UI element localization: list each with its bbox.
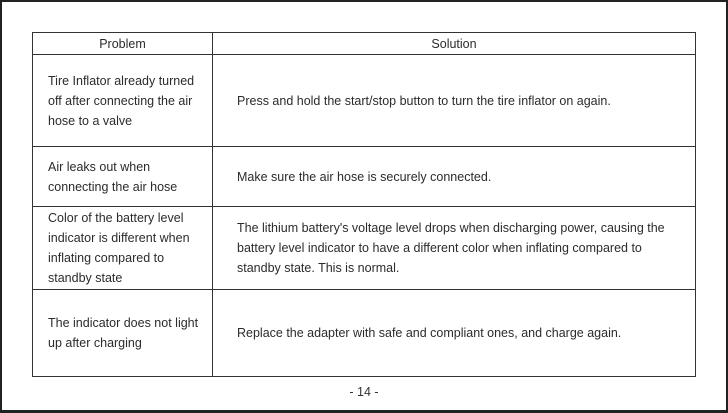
troubleshooting-table: [32, 32, 696, 377]
table-row: [33, 147, 696, 207]
problem-cell: The indicator does not light up after charging: [33, 290, 213, 377]
solution-cell: Replace the adapter with safe and compliant ones, and charge again.: [213, 290, 696, 377]
solution-cell: Press and hold the start/stop button to turn the tire inflator on again.: [213, 55, 696, 147]
table-row: [33, 55, 696, 147]
solution-cell: Make sure the air hose is securely connected.: [213, 147, 696, 207]
table-header-row: [33, 33, 696, 55]
table-row: [33, 207, 696, 290]
problem-cell: Air leaks out when connecting the air hose: [33, 147, 213, 207]
solution-cell: The lithium battery's voltage level drops when discharging power, causing the battery level indicator to have a different color when inflating compared to standby state. This is normal.: [213, 207, 696, 290]
problem-cell: Color of the battery level indicator is different when inflating compared to standby state: [33, 207, 213, 290]
page-number: - 14 -: [349, 385, 379, 399]
solution-column-header: Solution: [213, 33, 696, 55]
problem-cell: Tire Inflator already turned off after connecting the air hose to a valve: [33, 55, 213, 147]
table-row: [33, 290, 696, 377]
problem-column-header: Problem: [33, 33, 213, 55]
